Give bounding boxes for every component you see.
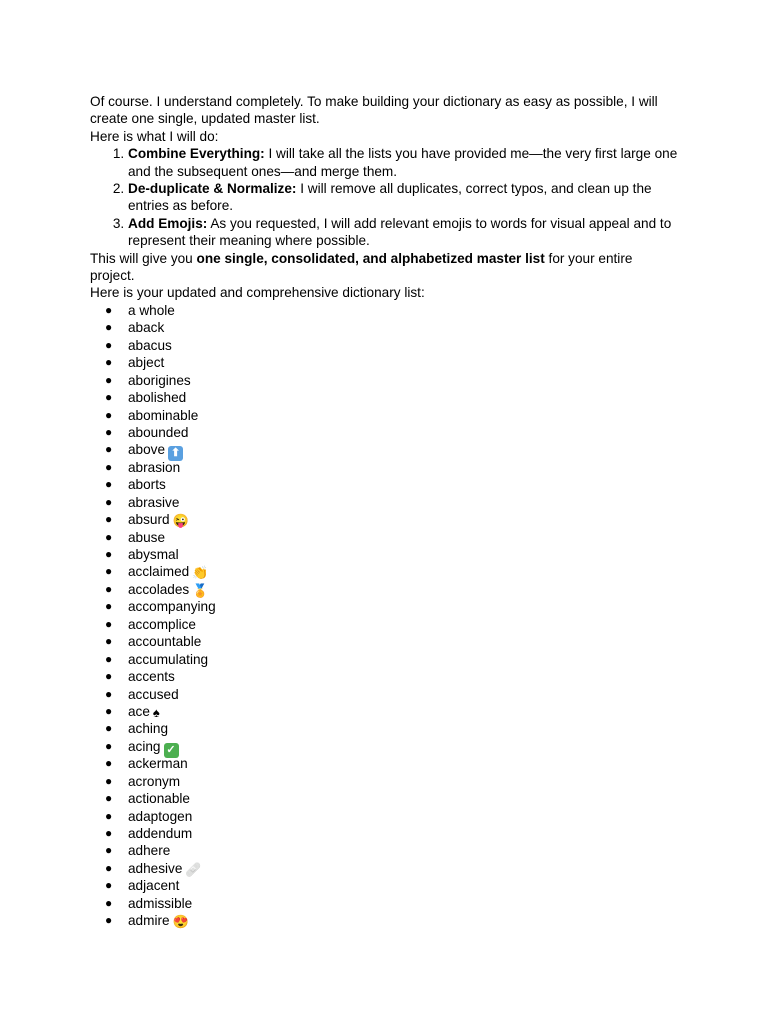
bullet-icon: ●: [105, 477, 113, 492]
word-text: accolades: [128, 581, 190, 597]
word-text: abacus: [128, 337, 172, 353]
bullet-icon: ●: [105, 703, 113, 718]
bullet-icon: ●: [105, 843, 113, 858]
list-item: [90, 860, 680, 877]
zany-face-emoji-icon: 😜: [172, 513, 189, 529]
word-text: accomplice: [128, 616, 196, 632]
step-item: [128, 180, 680, 215]
word-text: absurd: [128, 512, 170, 528]
bullet-icon: ●: [105, 860, 113, 875]
list-item: [90, 895, 680, 912]
word-text: ackerman: [128, 756, 188, 772]
intro-paragraph: Of course. I understand completely. To make building your dictionary as easy as possible, I will create one single, updated master list.: [90, 94, 658, 127]
list-item: [90, 441, 680, 458]
step-text: As you requested, I will add relevant emojis to words for visual appeal and to represent their meaning where possible.: [128, 215, 672, 249]
step-item: [128, 215, 680, 250]
word-text: adjacent: [128, 878, 180, 894]
list-item: [90, 476, 680, 493]
step-title: Add Emojis:: [128, 215, 208, 231]
bullet-icon: ●: [105, 756, 113, 771]
word-text: above: [128, 442, 166, 458]
list-item: [90, 686, 680, 703]
dictionary-word-list: [90, 302, 680, 930]
bullet-icon: ●: [105, 390, 113, 405]
bullet-icon: ●: [105, 669, 113, 684]
list-item: [90, 616, 680, 633]
list-item: [90, 337, 680, 354]
list-item: [90, 546, 680, 563]
word-text: adhere: [128, 843, 171, 859]
word-text: acclaimed: [128, 564, 190, 580]
step-text: I will remove all duplicates, correct typos, and clean up the entries as before.: [128, 181, 652, 214]
word-text: accused: [128, 686, 179, 702]
bullet-icon: ●: [105, 773, 113, 788]
spade-suit-emoji-icon: ♠: [152, 704, 160, 720]
list-item: [90, 529, 680, 546]
list-item: [90, 372, 680, 389]
list-item: [90, 598, 680, 615]
word-text: admissible: [128, 895, 193, 911]
word-text: aching: [128, 721, 169, 737]
word-text: aborigines: [128, 372, 191, 388]
clapping-hands-emoji-icon: 👏: [192, 565, 209, 581]
plan-lead: Here is what I will do:: [90, 128, 219, 144]
word-text: acronym: [128, 773, 181, 789]
word-text: a whole: [128, 302, 175, 318]
document-page: [90, 93, 680, 930]
word-text: abrasive: [128, 494, 180, 510]
list-item: [90, 633, 680, 650]
bullet-icon: ●: [105, 651, 113, 666]
word-text: abolished: [128, 390, 187, 406]
list-item: [90, 703, 680, 720]
word-text: adhesive: [128, 860, 183, 876]
bullet-icon: ●: [105, 529, 113, 544]
word-text: ace: [128, 703, 150, 719]
bullet-icon: ●: [105, 424, 113, 439]
list-lead: Here is your updated and comprehensive dictionary list:: [90, 285, 425, 301]
up-arrow-emoji-icon: ⬆: [168, 446, 183, 461]
bullet-icon: ●: [105, 320, 113, 335]
bullet-icon: ●: [105, 791, 113, 806]
list-item: [90, 319, 680, 336]
word-text: abject: [128, 355, 165, 371]
adhesive-bandage-emoji-icon: 🩹: [185, 861, 202, 877]
word-text: accumulating: [128, 651, 209, 667]
bullet-icon: ●: [105, 721, 113, 736]
word-text: abounded: [128, 424, 189, 440]
word-text: actionable: [128, 791, 190, 807]
bullet-icon: ●: [105, 913, 113, 928]
medal-emoji-icon: 🏅: [192, 582, 209, 598]
list-item: [90, 581, 680, 598]
check-mark-emoji-icon: ✓: [164, 743, 179, 758]
word-text: adaptogen: [128, 808, 193, 824]
summary-bold: one single, consolidated, and alphabetized master list: [196, 250, 545, 266]
word-text: abrasion: [128, 459, 181, 475]
list-item: [90, 494, 680, 511]
bullet-icon: ●: [105, 337, 113, 352]
bullet-icon: ●: [105, 564, 113, 579]
word-text: abominable: [128, 407, 199, 423]
bullet-icon: ●: [105, 512, 113, 527]
bullet-icon: ●: [105, 738, 113, 753]
word-text: addendum: [128, 826, 193, 841]
word-text: abuse: [128, 529, 166, 545]
bullet-icon: ●: [105, 895, 113, 910]
word-text: accents: [128, 669, 175, 685]
bullet-icon: ●: [105, 302, 113, 317]
step-title: De-duplicate & Normalize:: [128, 181, 297, 197]
bullet-icon: ●: [105, 547, 113, 561]
summary-paragraph: [90, 250, 680, 285]
step-item: [128, 145, 680, 180]
list-item: [90, 668, 680, 685]
bullet-icon: ●: [105, 581, 113, 596]
list-item: [90, 877, 680, 894]
list-item: [90, 773, 680, 790]
list-item: [90, 842, 680, 859]
bullet-icon: ●: [105, 634, 113, 649]
bullet-icon: ●: [105, 599, 113, 614]
bullet-icon: ●: [105, 442, 113, 457]
list-item: [90, 825, 680, 842]
step-text: I will take all the lists you have provided me—the very first large one and the subsequent ones—and merge them.: [128, 146, 678, 179]
list-item: [90, 720, 680, 737]
bullet-icon: ●: [105, 686, 113, 701]
list-item: [90, 354, 680, 371]
summary-post: for your entire project.: [90, 250, 633, 284]
list-item: [90, 808, 680, 825]
word-text: abysmal: [128, 547, 179, 562]
list-item: [90, 302, 680, 319]
bullet-icon: ●: [105, 407, 113, 422]
list-item: [90, 790, 680, 807]
bullet-icon: ●: [105, 372, 113, 387]
list-item: [90, 424, 680, 441]
list-item: [90, 738, 680, 755]
list-item: [90, 755, 680, 772]
list-item: [90, 651, 680, 668]
word-text: acing: [128, 738, 161, 754]
bullet-icon: ●: [105, 459, 113, 474]
word-text: aborts: [128, 477, 166, 493]
word-text: accountable: [128, 634, 202, 650]
list-item: [90, 511, 680, 528]
word-text: aback: [128, 320, 165, 336]
list-item: [90, 389, 680, 406]
list-item: [90, 912, 680, 929]
word-text: admire: [128, 913, 170, 929]
heart-eyes-emoji-icon: 😍: [172, 914, 189, 930]
list-item: [90, 563, 680, 580]
summary-pre: This will give you: [90, 250, 197, 266]
steps-list: [90, 145, 680, 249]
bullet-icon: ●: [105, 826, 113, 840]
list-item: [90, 459, 680, 476]
bullet-icon: ●: [105, 494, 113, 509]
bullet-icon: ●: [105, 878, 113, 893]
step-title: Combine Everything:: [128, 146, 265, 162]
word-text: accompanying: [128, 599, 216, 615]
bullet-icon: ●: [105, 355, 113, 370]
bullet-icon: ●: [105, 616, 113, 631]
bullet-icon: ●: [105, 808, 113, 823]
list-item: [90, 407, 680, 424]
